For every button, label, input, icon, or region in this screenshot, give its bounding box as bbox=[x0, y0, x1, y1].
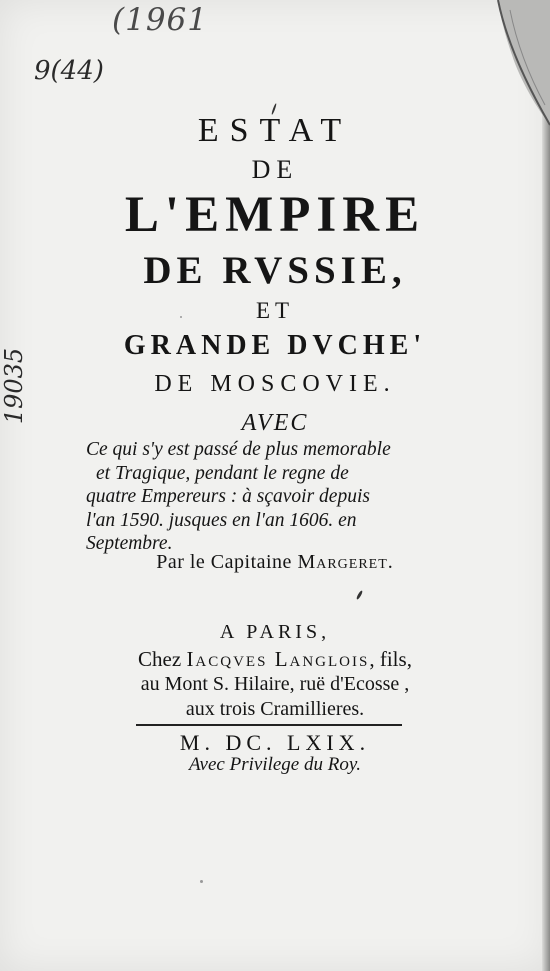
paper-speck bbox=[200, 880, 203, 883]
description-line: et Tragique, pendant le regne de bbox=[96, 462, 349, 484]
title-estat: ESTAT bbox=[197, 112, 353, 149]
publication-date: M. DC. LXIX. bbox=[179, 730, 371, 755]
imprint-address: au Mont S. Hilaire, ruë d'Ecosse , bbox=[140, 673, 410, 695]
imprint-printer bbox=[0, 647, 550, 672]
imprint-fils: , fils, bbox=[369, 647, 412, 671]
description-line: Septembre. bbox=[86, 533, 173, 554]
paper-speck bbox=[180, 316, 182, 318]
ink-mark bbox=[356, 590, 364, 600]
title-moscovie: DE MOSCOVIE. bbox=[154, 371, 396, 397]
handwritten-top-note: (1961 bbox=[112, 2, 208, 38]
description-line: Ce qui s'y est passé de plus memorable bbox=[86, 439, 391, 460]
author-prefix: Par le Capitaine bbox=[156, 551, 292, 573]
title-avec: AVEC bbox=[241, 410, 309, 436]
title-de: DE bbox=[251, 155, 299, 184]
folded-corner bbox=[490, 0, 550, 130]
description-line: l'an 1590. jusques en l'an 1606. en bbox=[86, 509, 357, 531]
title-empire: L'EMPIRE bbox=[124, 187, 426, 243]
privilege-line: Avec Privilege du Roy. bbox=[189, 754, 361, 775]
imprint-chez: Chez bbox=[138, 647, 182, 671]
description-line: quatre Empereurs : à sçavoir depuis bbox=[86, 486, 370, 507]
author-line bbox=[0, 551, 550, 574]
title-et: ET bbox=[255, 298, 295, 323]
divider-rule bbox=[136, 724, 402, 726]
title-russie: DE RVSSIE, bbox=[143, 249, 407, 292]
imprint-sign: aux trois Cramillieres. bbox=[185, 698, 365, 720]
description bbox=[86, 438, 456, 556]
imprint-city: A PARIS, bbox=[219, 621, 331, 643]
imprint-printer-name: Iacqves Langlois bbox=[186, 647, 370, 671]
handwritten-side-number: 19035 bbox=[0, 347, 29, 425]
author-name: Margeret. bbox=[297, 551, 394, 573]
handwritten-shelf-mark: 9(44) bbox=[34, 56, 104, 86]
title-grande-duche: GRANDE DVCHE' bbox=[123, 330, 427, 361]
